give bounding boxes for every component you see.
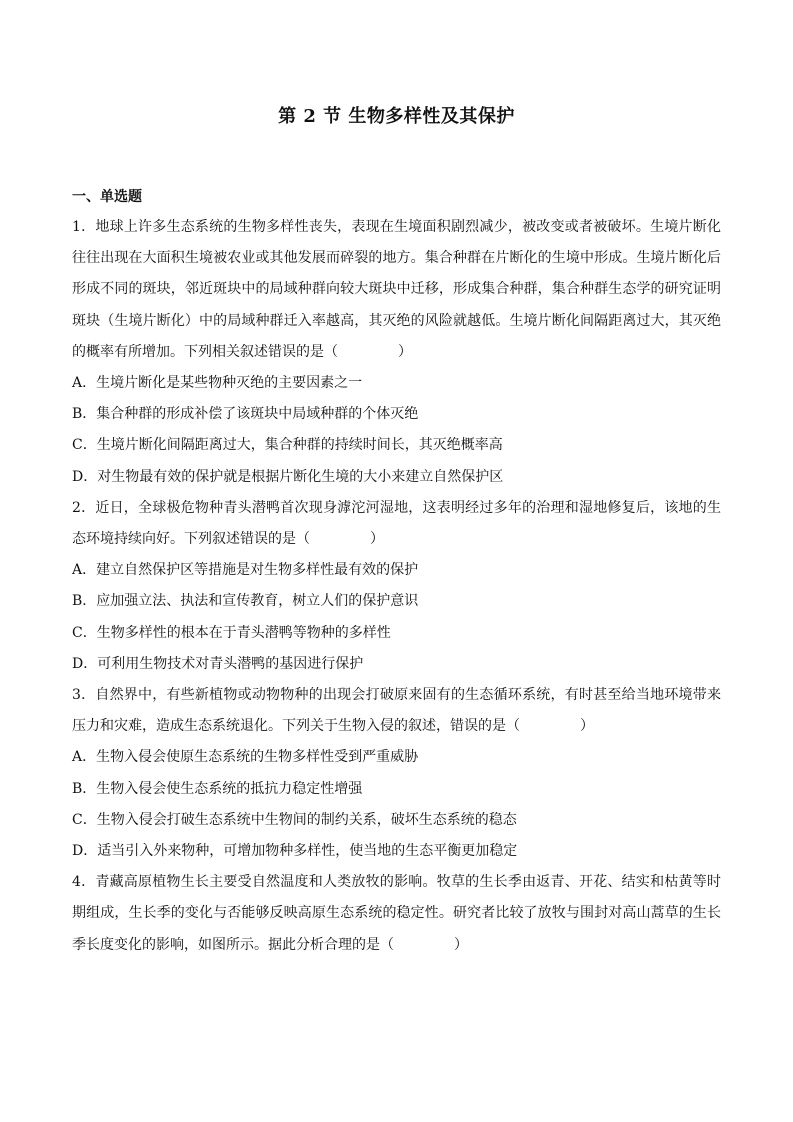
question-stem-close: ）	[370, 531, 384, 548]
option-d: D．可利用生物技术对青头潜鸭的基因进行保护	[72, 655, 364, 672]
option-d: D．适当引入外来物种，可增加物种多样性，使当地的生态平衡更加稳定	[72, 843, 518, 860]
question-1	[72, 212, 721, 493]
option-b: B．应加强立法、执法和宣传教育，树立人们的保护意识	[72, 593, 419, 610]
question-stem-close: ）	[398, 343, 412, 360]
option-d: D．对生物最有效的保护就是根据片断化生境的大小来建立自然保护区	[72, 468, 504, 485]
question-stem	[72, 493, 721, 555]
question-stem-text: 1．地球上许多生态系统的生物多样性丧失，表现在生境面积剧烈减少，被改变或者被破坏。生境片断化往往出现在大面积生境被农业或其他发展而碎裂的地方。集合种群在片断化的生境中形成。生境片断化后形成不同的斑块，邻近斑块中的局域种群向较大斑块中迁移，形成集合种群，集合种群生态学的研究证明斑块（生境片断化）中的局域种群迁入率越高，其灭绝的风险就越低。生境片断化间隔距离过大，其灭绝的概率有所增加。下列相关叙述错误的是（	[72, 219, 721, 360]
option-c: C．生境片断化间隔距离过大，集合种群的持续时间长，其灭绝概率高	[72, 437, 503, 454]
question-stem-text: 3．自然界中，有些新植物或动物物种的出现会打破原来固有的生态循环系统，有时甚至给当地环境带来压力和灾难，造成生态系统退化。下列关于生物入侵的叙述，错误的是（	[72, 687, 721, 735]
page-title: 第 2 节 生物多样性及其保护	[278, 106, 515, 127]
question-stem-text: 4．青藏高原植物生长主要受自然温度和人类放牧的影响。牧草的生长季由返青、开花、结实和枯黄等时期组成，生长季的变化与否能够反映高原生态系统的稳定性。研究者比较了放牧与围封对高山蒿草的生长季长度变化的影响，如图所示。据此分析合理的是（	[72, 874, 721, 953]
option-a: A．生境片断化是某些物种灭绝的主要因素之一	[72, 375, 363, 392]
question-stem-text: 2．近日，全球极危物种青头潜鸭首次现身滹沱河湿地，这表明经过多年的治理和湿地修复后，该地的生态环境持续向好。下列叙述错误的是（	[72, 499, 721, 548]
question-4	[72, 867, 721, 961]
question-stem-close: ）	[454, 936, 468, 953]
question-stem	[72, 867, 721, 961]
question-stem-close: ）	[580, 718, 594, 735]
option-a: A．建立自然保护区等措施是对生物多样性最有效的保护	[72, 562, 419, 579]
option-c: C．生物入侵会打破生态系统中生物间的制约关系，破坏生态系统的稳态	[72, 811, 517, 828]
option-b: B．生物入侵会使生态系统的抵抗力稳定性增强	[72, 780, 363, 797]
question-2	[72, 493, 721, 680]
question-stem	[72, 680, 721, 742]
question-stem	[72, 212, 721, 368]
section-heading: 一、单选题	[72, 189, 142, 205]
question-3	[72, 680, 721, 867]
option-c: C．生物多样性的根本在于青头潜鸭等物种的多样性	[72, 624, 391, 641]
option-a: A．生物入侵会使原生态系统的生物多样性受到严重威胁	[72, 749, 419, 766]
option-b: B．集合种群的形成补偿了该斑块中局域种群的个体灭绝	[72, 406, 419, 423]
